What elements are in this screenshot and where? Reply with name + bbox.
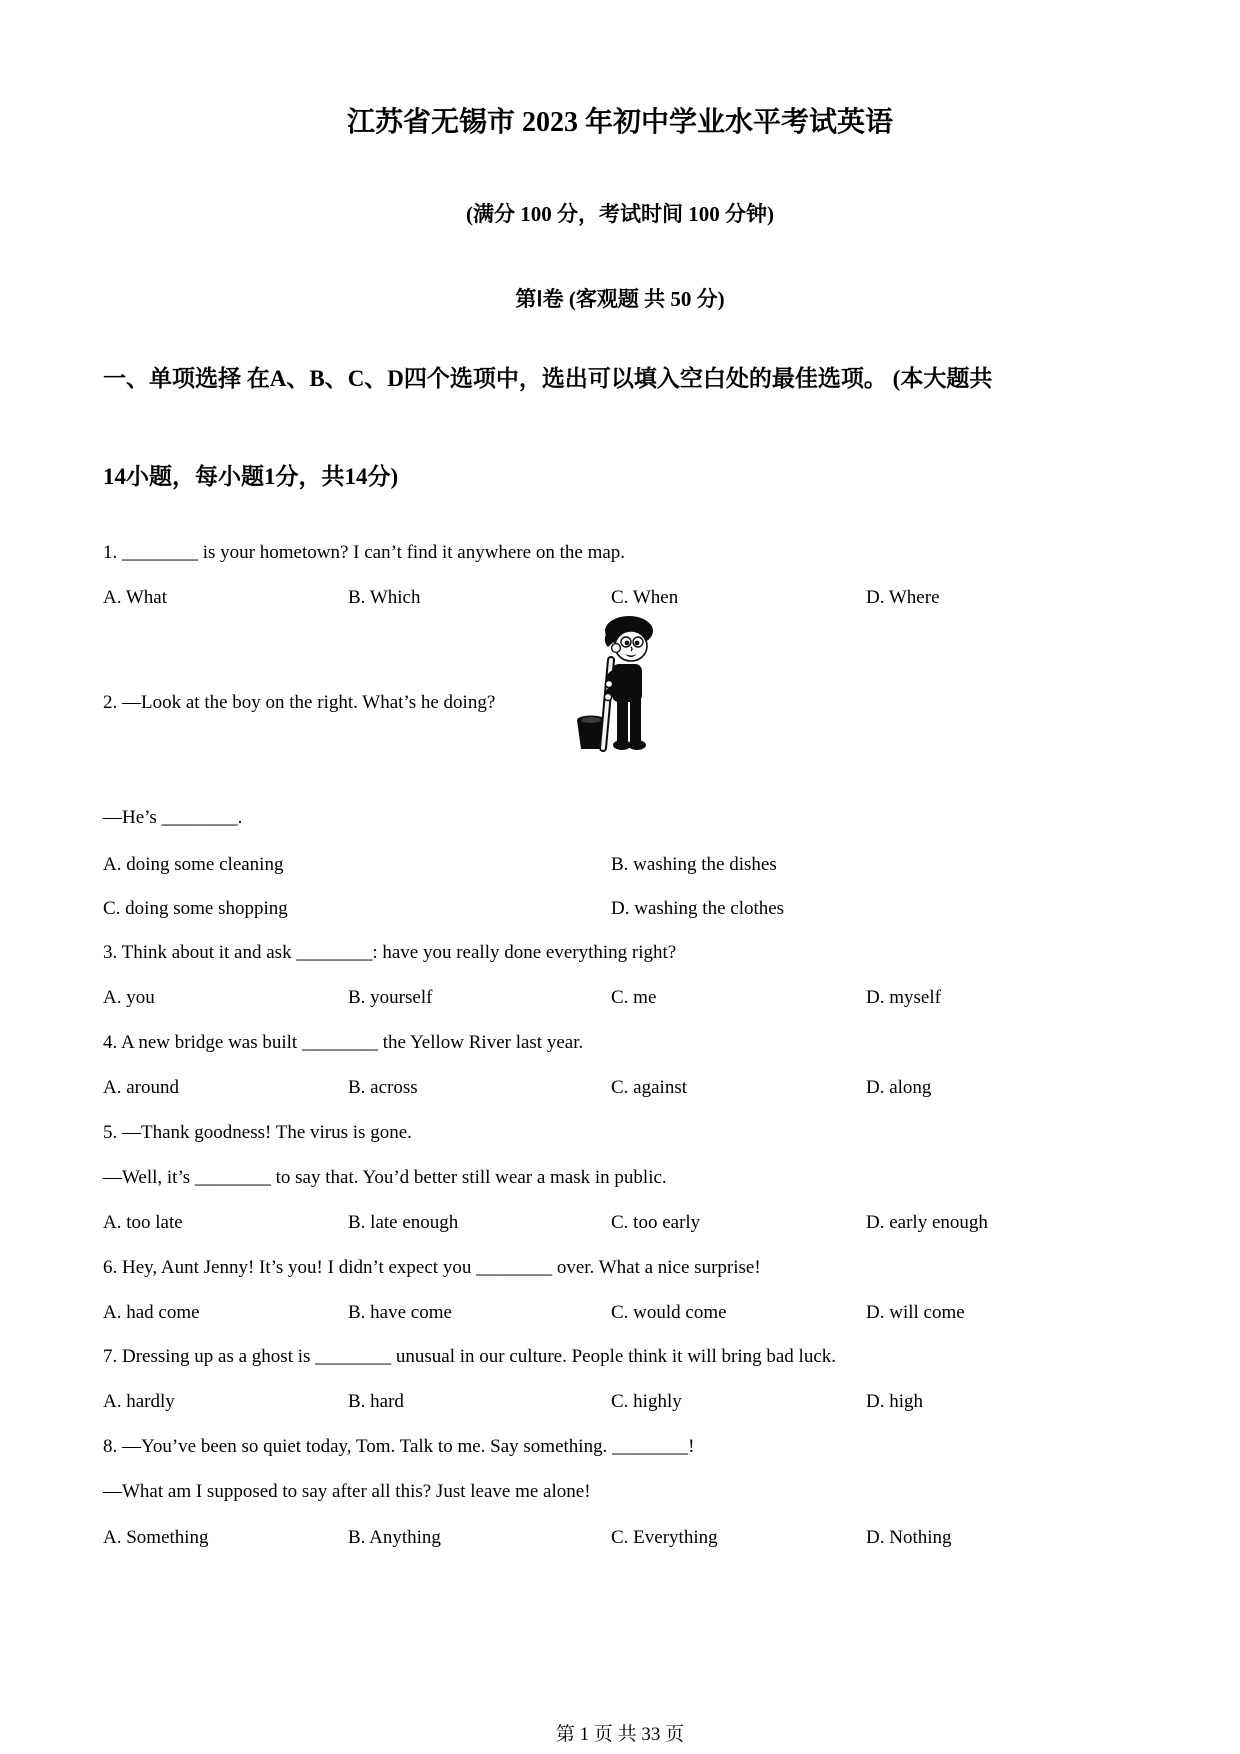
question-4-stem: 4. A new bridge was built ________ the Yellow River last year. <box>103 1032 584 1053</box>
section1-instructions-line2: 14小题，每小题1分，共14分) <box>103 464 399 489</box>
question-7-option-a: A. hardly <box>103 1391 175 1412</box>
question-2-option-d: D. washing the clothes <box>611 898 785 919</box>
question-1-option-b: B. Which <box>348 587 421 608</box>
question-8-option-d: D. Nothing <box>866 1527 952 1548</box>
question-8-option-c: C. Everything <box>611 1527 718 1548</box>
question-4-options <box>103 1074 1200 1102</box>
question-7-option-c: C. highly <box>611 1391 682 1412</box>
question-7-stem: 7. Dressing up as a ghost is ________ unusual in our culture. People think it will bring bad luck. <box>103 1346 837 1367</box>
question-6-options <box>103 1299 1200 1327</box>
part1-heading: 第Ⅰ卷 (客观题 共 50 分) <box>515 287 725 311</box>
question-5-reply-line: —Well, it’s ________ to say that. You’d better still wear a mask in public. <box>103 1167 667 1188</box>
question-4-option-c: C. against <box>611 1077 687 1098</box>
question-1-option-d: D. Where <box>866 587 940 608</box>
question-3-option-c: C. me <box>611 987 657 1008</box>
question-7-options <box>103 1388 1200 1416</box>
question-3-option-d: D. myself <box>866 987 941 1008</box>
question-6-option-a: A. had come <box>103 1302 200 1323</box>
question-6-option-d: D. will come <box>866 1302 965 1323</box>
question-3-options <box>103 984 1200 1012</box>
section1-instructions-line1: 一、单项选择 在A、B、C、D四个选项中，选出可以填入空白处的最佳选项。 (本大题共 <box>103 366 993 391</box>
question-8-reply-line: —What am I supposed to say after all this? Just leave me alone! <box>103 1481 591 1502</box>
page-number-footer: 第 1 页 共 33 页 <box>555 1724 685 1745</box>
question-4-option-b: B. across <box>348 1077 418 1098</box>
question-5-option-b: B. late enough <box>348 1212 459 1233</box>
question-5-option-a: A. too late <box>103 1212 183 1233</box>
question-3-option-a: A. you <box>103 987 155 1008</box>
question-2-options-row2 <box>103 895 1200 923</box>
question-3-stem: 3. Think about it and ask ________: have you really done everything right? <box>103 942 677 963</box>
question-5-stem: 5. —Thank goodness! The virus is gone. <box>103 1122 412 1143</box>
question-1-stem: 1. ________ is your hometown? I can’t find it anywhere on the map. <box>103 542 626 563</box>
question-2-option-c: C. doing some shopping <box>103 898 288 919</box>
question-2-option-b: B. washing the dishes <box>611 854 777 875</box>
question-4-option-d: D. along <box>866 1077 932 1098</box>
question-5-options <box>103 1209 1200 1237</box>
score-time-subtitle: (满分 100 分，考试时间 100 分钟) <box>466 202 774 226</box>
question-8-options <box>103 1524 1200 1552</box>
question-6-stem: 6. Hey, Aunt Jenny! It’s you! I didn’t expect you ________ over. What a nice surprise! <box>103 1257 761 1278</box>
question-3-option-b: B. yourself <box>348 987 433 1008</box>
question-7-option-b: B. hard <box>348 1391 404 1412</box>
question-6-option-b: B. have come <box>348 1302 452 1323</box>
question-7-option-d: D. high <box>866 1391 923 1412</box>
question-8-stem: 8. —You’ve been so quiet today, Tom. Talk to me. Say something. ________! <box>103 1436 695 1457</box>
question-2-answer-line: —He’s ________. <box>103 807 243 828</box>
question-8-option-b: B. Anything <box>348 1527 441 1548</box>
page-title: 江苏省无锡市 2023 年初中学业水平考试英语 <box>346 107 893 138</box>
question-2-options-row1 <box>103 851 1200 879</box>
question-5-option-d: D. early enough <box>866 1212 988 1233</box>
boy-cleaning-image <box>570 614 664 756</box>
question-5-option-c: C. too early <box>611 1212 701 1233</box>
question-1-option-c: C. When <box>611 587 679 608</box>
question-1-options <box>103 584 1200 612</box>
question-6-option-c: C. would come <box>611 1302 727 1323</box>
question-1-option-a: A. What <box>103 587 168 608</box>
question-4-option-a: A. around <box>103 1077 179 1098</box>
question-2-option-a: A. doing some cleaning <box>103 854 284 875</box>
question-2-stem: 2. —Look at the boy on the right. What’s he doing? <box>103 692 496 713</box>
question-8-option-a: A. Something <box>103 1527 209 1548</box>
